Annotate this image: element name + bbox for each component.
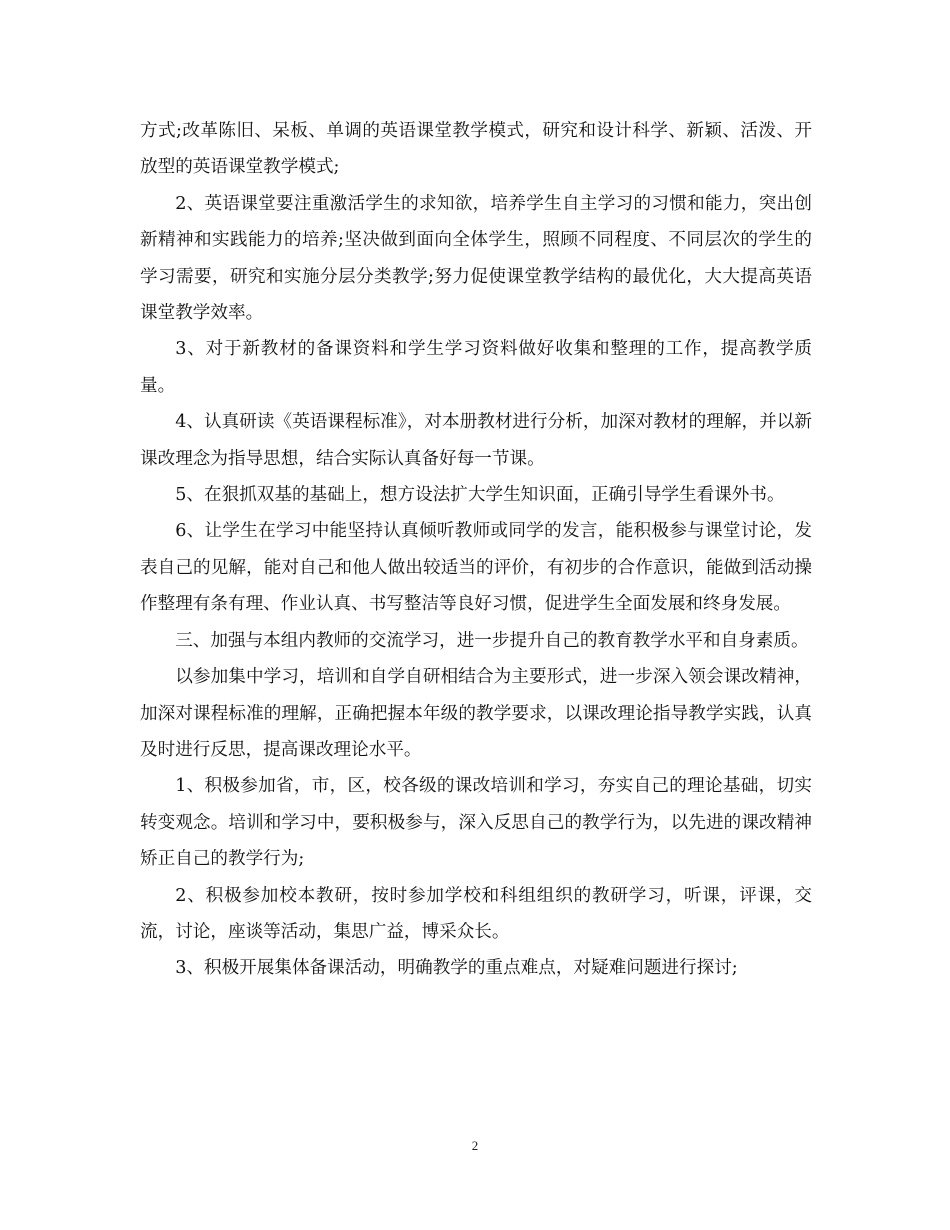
paragraph-item-3b: 3、积极开展集体备课活动，明确教学的重点难点，对疑难问题进行探讨; <box>175 958 738 979</box>
paragraph-item-3: 3、对于新教材的备课资料和学生学习资料做好收集和整理的工作，提高教学质量。 <box>140 339 812 396</box>
page-number: 2 <box>471 1138 479 1153</box>
paragraph-item-4: 4、认真研读《英语课程标准》，对本册教材进行分析，加深对教材的理解，并以新课改理念为指导思想，结合实际认真备好每一节课。 <box>140 412 812 469</box>
paragraph-item-2b: 2、积极参加校本教研，按时参加学校和科组组织的教研学习，听课，评课，交流，讨论，座谈等活动，集思广益，博采众长。 <box>140 885 812 942</box>
paragraph-intro: 以参加集中学习，培训和自学自研相结合为主要形式，进一步深入领会课改精神，加深对课程标准的理解，正确把握本年级的教学要求，以课改理论指导教学实践，认真及时进行反思，提高课改理论水平。 <box>140 667 812 760</box>
paragraph-item-2: 2、英语课堂要注重激活学生的求知欲，培养学生自主学习的习惯和能力，突出创新精神和实践能力的培养;坚决做到面向全体学生，照顾不同程度、不同层次的学生的学习需要，研究和实施分层分类教学;努力促使课堂教学结构的最优化，大大提高英语课堂教学效率。 <box>140 193 812 324</box>
paragraph-continued: 方式;改革陈旧、呆板、单调的英语课堂教学模式，研究和设计科学、新颖、活泼、开放型的英语课堂教学模式; <box>140 121 812 178</box>
section-heading-3: 三、加强与本组内教师的交流学习，进一步提升自己的教育教学水平和自身素质。 <box>175 630 809 651</box>
body-text <box>140 113 812 987</box>
paragraph-item-5: 5、在狠抓双基的基础上，想方设法扩大学生知识面，正确引导学生看课外书。 <box>175 485 785 506</box>
paragraph-item-1b: 1、积极参加省，市，区，校各级的课改培训和学习，夯实自己的理论基础，切实转变观念。培训和学习中，要积极参与，深入反思自己的教学行为，以先进的课改精神矫正自己的教学行为; <box>140 776 812 870</box>
paragraph-item-6: 6、让学生在学习中能坚持认真倾听教师或同学的发言，能积极参与课堂讨论，发表自己的见解，能对自己和他人做出较适当的评价，有初步的合作意识，能做到活动操作整理有条有理、作业认真、书写整洁等良好习惯，促进学生全面发展和终身发展。 <box>140 521 812 615</box>
